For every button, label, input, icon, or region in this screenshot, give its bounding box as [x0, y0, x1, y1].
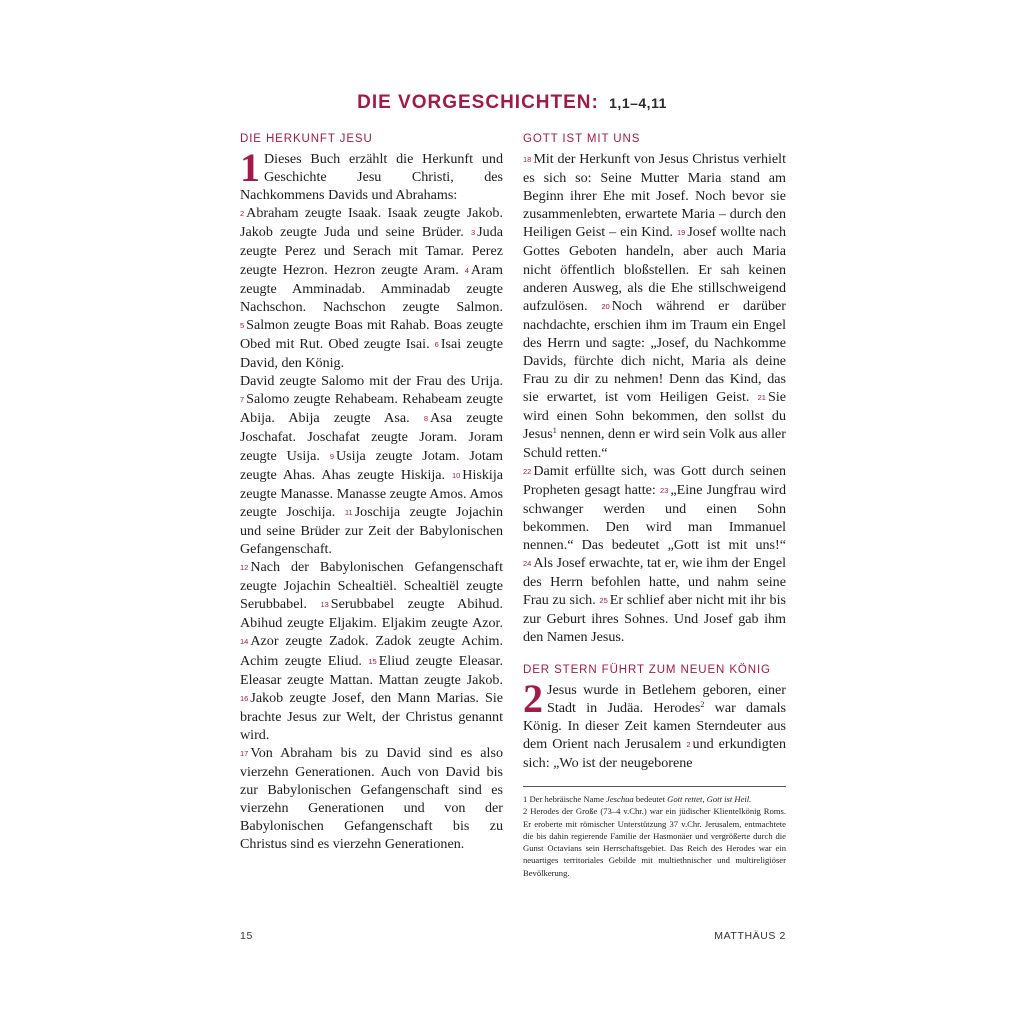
verse-number: 6	[434, 339, 439, 349]
verse-number: 9	[329, 451, 334, 461]
verse-text: Asa zeugte Joschafat. Joschafat zeugte Joram. Joram zeugte Usija.	[240, 410, 503, 464]
verse-text: Juda zeugte Perez und Serach mit Tamar. Perez zeugte Hezron. Hezron zeugte Aram.	[240, 224, 503, 278]
section-heading-stern: DER STERN FÜHRT ZUM NEUEN KÖNIG	[523, 663, 771, 676]
verse-number: 21	[757, 393, 766, 403]
verse-text: Hiskija zeugte Manasse. Manasse zeugte Amos. Amos zeugte Joschija.	[240, 466, 504, 520]
verse-text: und erkundigten sich: „Wo ist der neugeborene	[523, 735, 786, 771]
footnote-text: Gott rettet, Gott ist Heil.	[667, 794, 752, 804]
verse-number: 11	[344, 507, 353, 517]
verse-text: Serubbabel zeugte Abihud. Abihud zeugte Eljakim. Eljakim zeugte Azor.	[240, 596, 503, 632]
verse-number: 23	[660, 485, 669, 495]
verse-number: 22	[523, 466, 532, 476]
footnote-text: bedeutet	[633, 794, 668, 804]
paragraph	[523, 150, 786, 462]
footnote-marker: 1	[552, 426, 557, 436]
paragraph	[240, 372, 503, 558]
verse-number: 24	[523, 559, 532, 569]
verse-number: 3	[470, 228, 476, 238]
paragraph	[240, 558, 503, 744]
verse-number: 10	[451, 470, 461, 480]
footnote-number: 2	[523, 806, 528, 817]
verse-text: Mit der Herkunft von Jesus Christus verhielt es sich so: Seine Mutter Maria stand am Beginn ihrer Ehe mit Josef. Noch bevor sie zusammenlebten, erwartete Maria – durch den Heiligen Geist – ein Kind.	[523, 151, 786, 241]
verse-text: war damals König. In dieser Zeit kamen Sterndeuter aus dem Orient nach Jerusalem	[523, 699, 786, 752]
verse-number: 18	[523, 155, 532, 164]
verse-text: Nach der Babylonischen Gefangenschaft zeugte Jojachin Schealtiël. Schealtiël zeugte Serubbabel.	[240, 559, 503, 613]
left-column	[240, 132, 503, 854]
verse-text: Er schlief aber nicht mit ihr bis zur Geburt ihres Sohnes. Und Josef gab ihm den Namen Jesus.	[523, 592, 786, 646]
section-heading-herkunft: DIE HERKUNFT JESU	[240, 133, 373, 145]
footnote-text: Herodes der Große (73–4 v.Chr.) war ein jüdischer Klientelkönig Roms. Er eroberte mit römischer Unterstützung 37 v.Chr. Jerusalem, entmachtete die bis dahin regierende Familie der Hasmonäer und vergrößerte durch die Gunst Octavians sein Herrschaftsgebiet. Das Reich des Herodes war ein neuartiges territoriales Gebilde mit multiethnischer und multireligiöser Bevölkerung.	[523, 806, 786, 878]
verse-text: Josef wollte nach Gottes Geboten handeln, aber auch Maria nicht öffentlich bloßstellen. Er sah keinen anderen Ausweg, als die Ehe stillschweigend aufzulösen.	[523, 224, 786, 314]
verse-number: 7	[240, 395, 245, 405]
verse-text: Dieses Buch erzählt die Herkunft und Geschichte Jesu Christi, des Nachkommens Davids und Abrahams:	[240, 151, 503, 204]
paragraph	[240, 145, 503, 204]
verse-text: „Eine Jungfrau wird schwanger werden und einen Sohn bekommen. Den wird man Immanuel nennen.“ Das bedeutet „Gott ist mit uns!“	[523, 481, 786, 553]
chapter-number: 2	[523, 675, 543, 721]
verse-text: Salmon zeugte Boas mit Rahab. Boas zeugte Obed mit Rut. Obed zeugte Isai.	[240, 316, 503, 352]
footnote	[523, 793, 786, 805]
page-title-reference: 1,1–4,11	[609, 95, 667, 111]
verse-number: 19	[676, 228, 686, 238]
running-header: MATTHÄUS 2	[714, 930, 786, 942]
verse-text: Jesus wurde in Betlehem geboren, einer Stadt in Judäa. Herodes	[547, 681, 786, 716]
verse-text: Sie wird einen Sohn bekommen, den sollst du Jesus	[523, 389, 786, 443]
verse-number: 25	[599, 596, 608, 606]
verse-text: Damit erfüllte sich, was Gott durch seinen Propheten gesagt hatte:	[523, 462, 786, 498]
right-column	[523, 132, 786, 879]
verse-text: Usija zeugte Jotam. Jotam zeugte Ahas. Ahas zeugte Hiskija.	[240, 447, 504, 483]
page-number: 15	[240, 930, 253, 942]
verse-number: 13	[320, 600, 329, 610]
verse-text: Eliud zeugte Eleasar. Eleasar zeugte Mattan. Mattan zeugte Jakob.	[240, 652, 503, 688]
verse-text: nennen, denn er wird sein Volk aus aller Schuld retten.“	[523, 426, 786, 461]
verse-number: 4	[464, 265, 469, 275]
page-title-text: DIE VORGESCHICHTEN:	[357, 92, 599, 113]
verse-text: David zeugte Salomo mit der Frau des Urija.	[240, 373, 503, 390]
verse-number: 8	[423, 414, 429, 424]
page-title	[0, 92, 1024, 114]
verse-text: Joschija zeugte Jojachin und seine Brüder zur Zeit der Babylonischen Gefangenschaft.	[240, 503, 504, 557]
verse-number: 14	[240, 637, 249, 647]
footnote-marker: 2	[700, 699, 705, 709]
verse-number: 5	[240, 320, 245, 330]
paragraph	[523, 675, 786, 772]
verse-text: Als Josef erwachte, tat er, wie ihm der Engel des Herrn befohlen hatte, und nahm seine Frau zu sich.	[523, 555, 786, 609]
verse-number: 2	[686, 739, 691, 749]
verse-number: 12	[240, 563, 249, 573]
verse-text: Salomo zeugte Rehabeam. Rehabeam zeugte Abija. Abija zeugte Asa.	[240, 391, 503, 427]
paragraph	[523, 462, 786, 647]
verse-text: Noch während er darüber nachdachte, erschien ihm im Traum ein Engel des Herrn und sagte: „Josef, du Nachkomme Davids, fürchte dich nicht, Maria als deine Frau zu dir zu nehmen! Denn das Kind, das sie erwartet, ist vom Heiligen Geist.	[523, 297, 786, 406]
verse-number: 20	[601, 301, 610, 311]
verse-text: Jakob zeugte Josef, den Mann Marias. Sie brachte Jesus zur Welt, der Christus genannt wird.	[240, 689, 503, 743]
verse-number: 16	[240, 693, 249, 703]
footnote-number: 1	[523, 794, 528, 804]
verse-text: Von Abraham bis zu David sind es also vierzehn Generationen. Auch von David bis zur Babylonischen Gefangenschaft sind es vierzehn Generationen und von der Babylonischen Gefangenschaft bis zu Christus sind es vierzehn Generationen.	[240, 745, 503, 853]
paragraph	[240, 204, 503, 372]
verse-text: Azor zeugte Zadok. Zadok zeugte Achim. Achim zeugte Eliud.	[240, 633, 503, 669]
verse-text: Isai zeugte David, den König.	[240, 335, 503, 372]
chapter-number: 1	[240, 145, 260, 190]
footnote-text: Jeschua	[606, 794, 634, 804]
section-heading-gott-ist-mit-uns: GOTT IST MIT UNS	[523, 133, 641, 145]
footnote-text: Der hebräische Name	[529, 794, 607, 804]
footnote	[523, 805, 786, 879]
verse-number: 2	[240, 209, 245, 219]
footnotes	[523, 786, 786, 879]
verse-number: 17	[240, 749, 249, 758]
verse-number: 15	[368, 656, 377, 666]
verse-text: Aram zeugte Amminadab. Amminadab zeugte Nachschon. Nachschon zeugte Salmon.	[240, 261, 503, 315]
verse-text: Abraham zeugte Isaak. Isaak zeugte Jakob. Jakob zeugte Juda und seine Brüder.	[240, 205, 503, 241]
paragraph	[240, 744, 503, 854]
